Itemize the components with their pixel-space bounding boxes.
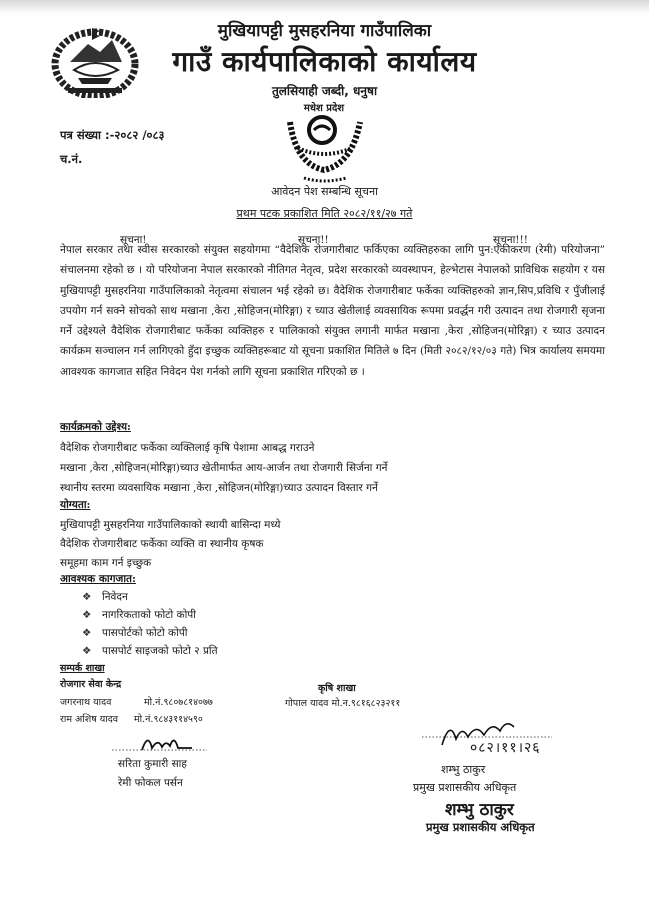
notice-label-1: सूचना! [120, 234, 147, 246]
signature-left [112, 730, 207, 754]
notice-label-2: सूचना!! [298, 234, 329, 246]
agriculture-branch-label: कृषि शाखा [318, 683, 356, 694]
letter-number: पत्र संख्या :-२०८२ /०८३ [60, 128, 165, 142]
eligibility-item: समूहमा काम गर्न इच्छुक [60, 557, 152, 569]
documents-heading: आवश्यक कागजात: [60, 573, 136, 585]
bullet-icon: ❖ [82, 609, 92, 621]
stamp-name: शम्भु ठाकुर [445, 800, 514, 820]
province-label: मधेश प्रदेश [303, 103, 345, 114]
municipality-name: मुखियापट्टी मुसहरनिया गाउँपालिका [217, 21, 432, 41]
office-address: तुलसियाही जब्दी, धनुषा [271, 84, 378, 98]
contact-name: राम अशिष यादव [60, 714, 119, 725]
office-title: गाउँ कार्यपालिकाको कार्यालय [172, 45, 477, 78]
signatory-right-name: शम्भु ठाकुर [441, 763, 486, 776]
contact-phone: मो.नं.९८०७८१४०७७ [144, 697, 213, 708]
bullet-icon: ❖ [82, 645, 92, 657]
eligibility-item: मुखियापट्टी मुसहरनिया गाउँपालिकाको स्थायी बासिन्दा मध्ये [60, 519, 281, 531]
eligibility-heading: योग्यता: [60, 499, 91, 511]
signatory-right-role: प्रमुख प्रशासकीय अधिकृत [413, 781, 517, 794]
stamp-role: प्रमुख प्रशासकीय अधिकृत [426, 820, 535, 834]
contact-heading: सम्पर्क शाखा [60, 663, 105, 674]
bullet-icon: ❖ [82, 591, 92, 603]
eligibility-item: वैदेशिक रोजगारीबाट फर्केका व्यक्ति वा स्थानीय कृषक [60, 538, 264, 550]
signatory-left-name: सरिता कुमारी साह [118, 758, 187, 770]
scan-shadow [0, 0, 649, 14]
employment-center-label: रोजगार सेवा केन्द्र [60, 679, 122, 690]
document-item: ❖ नागरिकताको फोटो कोपी [82, 609, 196, 621]
agriculture-contact: गोपाल यादव मो.न.९८१६८२३२११ [285, 698, 401, 709]
bullet-icon: ❖ [82, 627, 92, 639]
contact-name: जगरनाथ यादव [60, 697, 112, 708]
dispatch-number: च.नं. [60, 152, 83, 166]
signatory-left-role: रेमी फोकल पर्सन [118, 777, 183, 789]
contact-phone: मो.नं.९८४३११४५९० [134, 714, 203, 725]
objective-item: स्थानीय स्तरमा व्यवसायिक मखाना ,केरा ,सोहिजन(मोरिङ्गा)च्याउ उत्पादन विस्तार गर्ने [60, 482, 378, 494]
document-item: ❖ पासपोर्ट साइजको फोटो २ प्रति [82, 645, 218, 657]
objective-item: वैदेशिक रोजगारीबाट फर्केका व्यक्तिलाई कृषि पेशामा आबद्ध गराउने [60, 442, 315, 454]
publish-date: प्रथम पटक प्रकाशित मिति २०८२/११/२७ गते [236, 207, 413, 220]
office-stamp [276, 98, 372, 186]
body-paragraph: नेपाल सरकार तथा स्वीस सरकारको संयुक्त सहयोगमा “वैदेशिक रोजगारीबाट फर्किएका व्यक्तिहरुका लागि पुन:एकीकरण (रेमी) परियोजना” संचालनमा रहेको छ । यो परियोजना नेपाल सरकारको नीतिगत नेतृत्व, प्रदेश सरकारको व्यवस्थापन, हेल्भेटास नेपालको प्राविधिक सहयोग र यस मुखियापट्टी मुसहरनिया गाउँपालिकाको नेतृत्वमा संचालन भई रहेको छ। वैदेशिक रोजगारीबाट फर्केका व्यक्तिहरुको ज्ञान,सिप,प्रविधि र पुँजीलाई उपयोग गर्न सक्ने सोचको साथ मखाना ,केरा ,सोहिजन(मोरिङ्गा) र च्याउ खेतीलाई व्यवसायिक रूपमा प्रवर्द्धन गरी उत्पादन तथा रोजगारी सृजना गर्ने उद्देश्यले वैदेशिक रोजगारीबाट फर्केका व्यक्तिहरु र पालिकाको संयुक्त लगानी मार्फत मखाना ,केरा ,सोहिजन(मोरिङ्गा) र च्याउ उत्पादन कार्यक्रम सञ्चालन गर्न लागिएको हुँदा इच्छुक व्यक्तिहरूबाट यो सूचना प्रकाशित मितिले ७ दिन (मिती २०८२/१२/०३ गते) भित्र कार्यालय समयमा आवश्यक कागजात सहित निवेदन पेश गर्नको लागि सूचना प्रकाशित गरिएको छ । [60, 244, 605, 378]
objective-item: मखाना ,केरा ,सोहिजन(मोरिङ्गा)च्याउ खेतीमार्फत आय-आर्जन तथा रोजगारी सिर्जना गर्ने [60, 462, 388, 474]
notice-label-3: सूचना!!! [493, 234, 528, 246]
document-item: ❖ निवेदन [82, 591, 128, 603]
notice-title: आवेदन पेश सम्बन्धि सूचना [271, 185, 378, 198]
stamp-seal-icon [276, 112, 372, 186]
signature-date: ०८२।११।२६ [470, 740, 541, 756]
document-item: ❖ पासपोर्टको फोटो कोपी [82, 627, 188, 639]
objectives-heading: कार्यक्रमको उद्देश्य: [60, 421, 131, 433]
